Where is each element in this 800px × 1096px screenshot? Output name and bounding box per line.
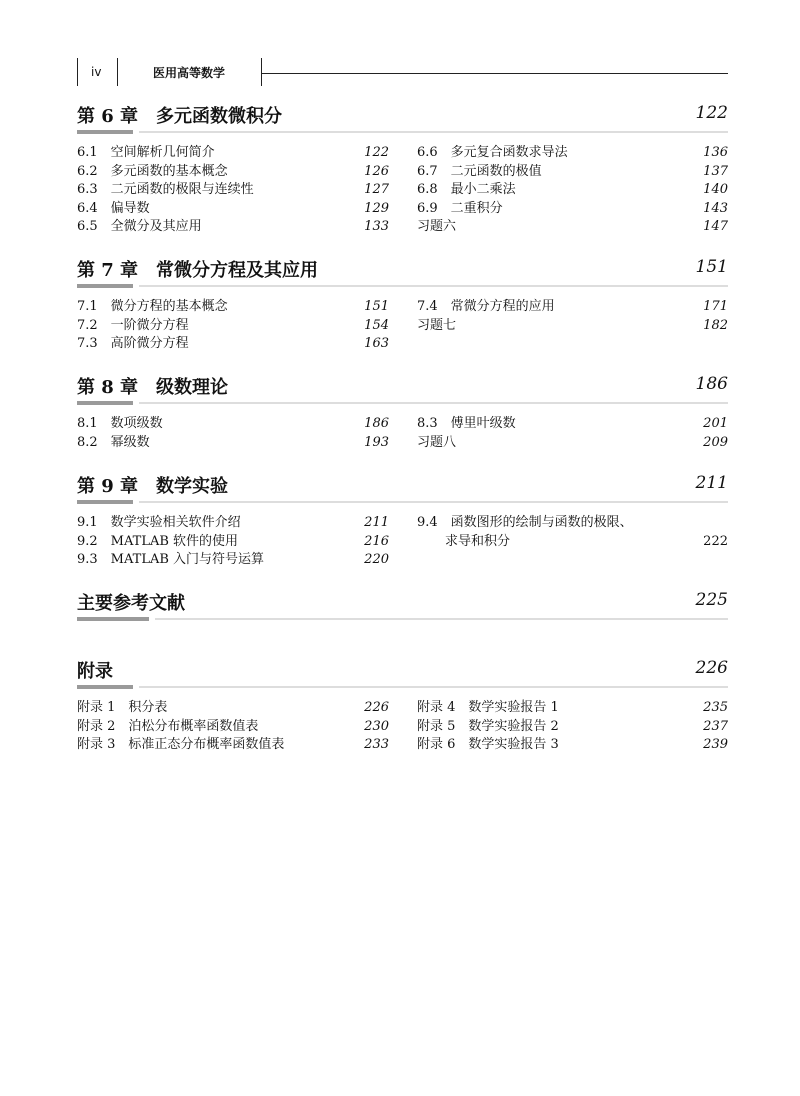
toc-entry (77, 144, 389, 162)
chapter-heading (77, 373, 728, 405)
toc-entry-page: 237 (703, 719, 728, 734)
toc-entry-label: 9.2 MATLAB 软件的使用 (77, 534, 239, 549)
toc-entry (417, 200, 728, 218)
chapter-title: 第 7 章 常微分方程及其应用 (77, 260, 319, 281)
chapter-underline (77, 500, 133, 504)
page-number: iv (91, 65, 102, 79)
toc-entry-page: 239 (703, 737, 728, 752)
toc-entry-page: 193 (364, 435, 389, 450)
toc-entry-page: 211 (364, 515, 389, 530)
toc-entry-page: 127 (364, 182, 389, 197)
toc-entry (77, 699, 389, 717)
toc-entry-page: 129 (364, 201, 389, 216)
toc-entry-page: 186 (364, 416, 389, 431)
chapter-page: 186 (695, 374, 728, 394)
toc-entry (417, 514, 728, 532)
chapter-rule (139, 402, 728, 404)
toc-entry (77, 317, 389, 335)
toc-entry (417, 434, 728, 452)
toc-entry-page: 122 (364, 145, 389, 160)
toc-entry (445, 533, 728, 551)
references-heading (77, 589, 728, 621)
toc-entry-label: 7.3 高阶微分方程 (77, 336, 189, 351)
toc-entry (77, 551, 389, 569)
toc-entry-page: 133 (364, 219, 389, 234)
chapter-rule (155, 618, 728, 620)
toc-entry-page: 136 (703, 145, 728, 160)
chapter-rule (139, 686, 728, 688)
toc-entry (77, 218, 389, 236)
toc-entry-label: 附录 1 积分表 (77, 700, 168, 715)
toc-entry (417, 144, 728, 162)
toc-entry-label: 6.7 二元函数的极值 (417, 164, 542, 179)
toc-entry (77, 298, 389, 316)
chapter-title: 第 6 章 多元函数微积分 (77, 106, 283, 127)
appendix-heading (77, 657, 728, 689)
chapter-page: 151 (695, 257, 728, 277)
toc-entry (417, 699, 728, 717)
book-title: 医用高等数学 (153, 66, 226, 80)
toc-entry (77, 514, 389, 532)
chapter-page: 122 (695, 103, 728, 123)
toc-entry-label: 9.1 数学实验相关软件介绍 (77, 515, 241, 530)
toc-entry-label: 6.9 二重积分 (417, 201, 503, 216)
toc-entry-page: 209 (703, 435, 728, 450)
toc-entry (417, 736, 728, 754)
chapter-heading (77, 256, 728, 288)
toc-entry-label: 8.3 傅里叶级数 (417, 416, 516, 431)
toc-entry (417, 163, 728, 181)
toc-entry (417, 317, 728, 335)
toc-entry-label: 附录 2 泊松分布概率函数值表 (77, 719, 259, 734)
toc-entry-label: 7.4 常微分方程的应用 (417, 299, 555, 314)
chapter-underline (77, 617, 149, 621)
chapter-rule (139, 501, 728, 503)
toc-entry-label: 习题六 (417, 219, 457, 234)
toc-entry-page: 154 (364, 318, 389, 333)
toc-entry-page: 201 (703, 416, 728, 431)
toc-entry-label: 6.5 全微分及其应用 (77, 219, 202, 234)
toc-entry-label: 9.4 函数图形的绘制与函数的极限、 (417, 515, 633, 530)
toc-entry-label: 6.1 空间解析几何简介 (77, 145, 215, 160)
chapter-page: 226 (695, 658, 728, 678)
toc-entry-page: 220 (364, 552, 389, 567)
chapter-title: 主要参考文献 (77, 593, 185, 614)
toc-entry-label: 附录 3 标准正态分布概率函数值表 (77, 737, 285, 752)
toc-entry-page: 140 (703, 182, 728, 197)
chapter-underline (77, 130, 133, 134)
toc-entry-label: 附录 6 数学实验报告 3 (417, 737, 559, 752)
toc-entry-label: 6.4 偏导数 (77, 201, 150, 216)
toc-entry-page: 216 (364, 534, 389, 549)
toc-entry-label: 7.1 微分方程的基本概念 (77, 299, 228, 314)
toc-entry (77, 200, 389, 218)
header-divider (117, 58, 118, 86)
toc-entry-label: 附录 4 数学实验报告 1 (417, 700, 559, 715)
running-header (77, 58, 728, 86)
toc-entry (417, 298, 728, 316)
chapter-underline (77, 284, 133, 288)
toc-entry (77, 181, 389, 199)
toc-entry (77, 533, 389, 551)
toc-entry-page: 151 (364, 299, 389, 314)
toc-entry-label: 习题八 (417, 435, 457, 450)
chapter-heading (77, 472, 728, 504)
toc-entry-page: 235 (703, 700, 728, 715)
chapter-title: 附录 (77, 661, 113, 682)
toc-entry-page: 137 (703, 164, 728, 179)
toc-entry-label: 8.1 数项级数 (77, 416, 163, 431)
chapter-title: 第 9 章 数学实验 (77, 476, 229, 497)
chapter-rule (139, 131, 728, 133)
chapter-heading (77, 102, 728, 134)
toc-entry-page: 171 (703, 299, 728, 314)
toc-entry-label: 附录 5 数学实验报告 2 (417, 719, 559, 734)
header-rule (261, 73, 728, 74)
toc-entry-label: 求导和积分 (445, 534, 511, 549)
toc-entry-label: 6.2 多元函数的基本概念 (77, 164, 228, 179)
toc-entry (77, 415, 389, 433)
header-divider (77, 58, 78, 86)
toc-entry-page: 233 (364, 737, 389, 752)
toc-entry-label: 9.3 MATLAB 入门与符号运算 (77, 552, 265, 567)
toc-entry-label: 7.2 一阶微分方程 (77, 318, 189, 333)
toc-entry-page: 163 (364, 336, 389, 351)
toc-entry-label: 6.3 二元函数的极限与连续性 (77, 182, 254, 197)
chapter-page: 225 (695, 590, 728, 610)
toc-entry-page: 143 (703, 201, 728, 216)
toc-entry-label: 习题七 (417, 318, 457, 333)
toc-entry-page: 147 (703, 219, 728, 234)
toc-entry (417, 181, 728, 199)
toc-entry (77, 736, 389, 754)
toc-entry (77, 163, 389, 181)
toc-entry-label: 8.2 幂级数 (77, 435, 150, 450)
chapter-underline (77, 401, 133, 405)
header-divider (261, 58, 262, 86)
toc-entry-page: 222 (703, 534, 728, 549)
toc-entry (77, 335, 389, 353)
chapter-page: 211 (695, 473, 728, 493)
toc-entry-page: 226 (364, 700, 389, 715)
toc-entry-label: 6.6 多元复合函数求导法 (417, 145, 568, 160)
chapter-rule (139, 285, 728, 287)
chapter-underline (77, 685, 133, 689)
chapter-title: 第 8 章 级数理论 (77, 377, 229, 398)
toc-entry (417, 415, 728, 433)
toc-entry (417, 718, 728, 736)
toc-entry-page: 126 (364, 164, 389, 179)
toc-entry-page: 230 (364, 719, 389, 734)
toc-entry (417, 218, 728, 236)
toc-entry (77, 718, 389, 736)
toc-entry-page: 182 (703, 318, 728, 333)
toc-entry-label: 6.8 最小二乘法 (417, 182, 516, 197)
toc-entry (77, 434, 389, 452)
